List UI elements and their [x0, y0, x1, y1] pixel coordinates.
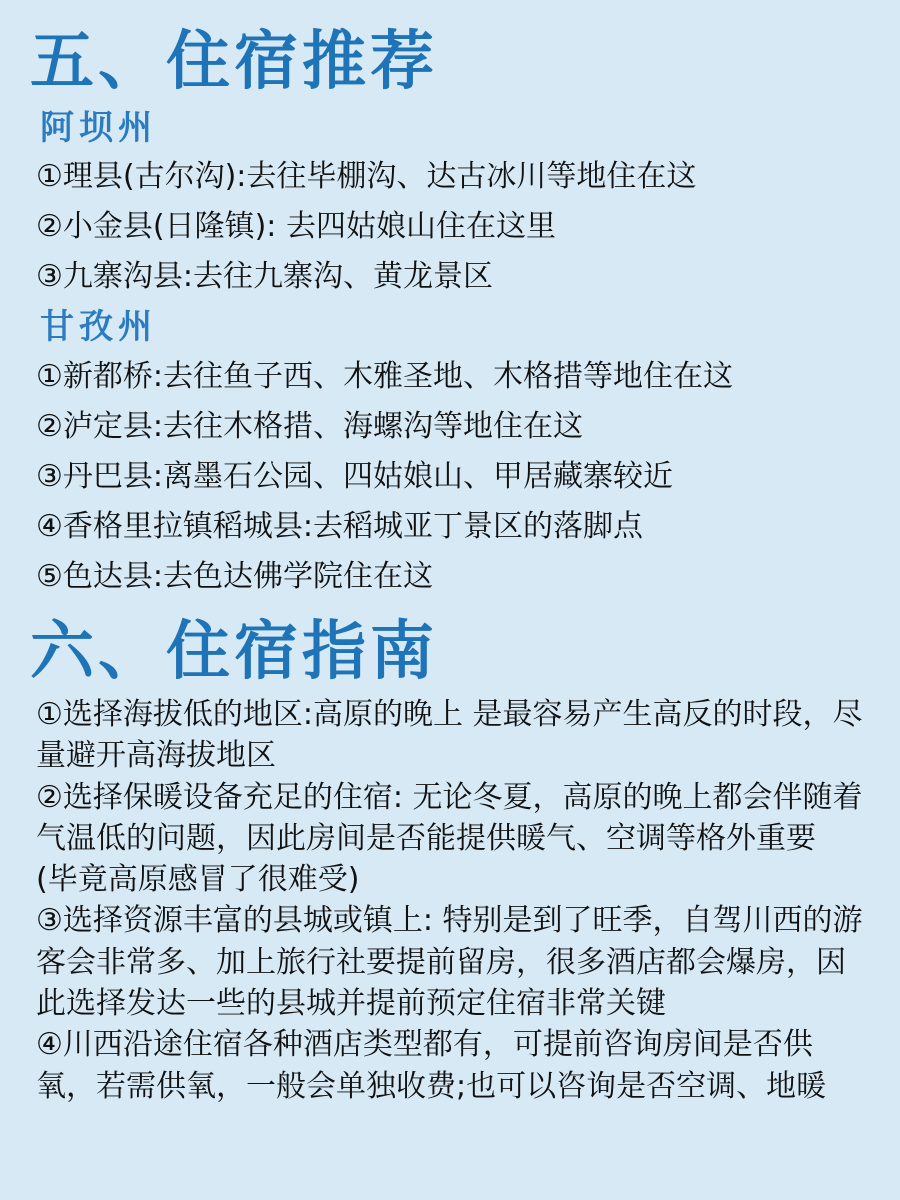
- region-title-ganzi: 甘孜州: [40, 307, 157, 347]
- guide-item: ④川西沿途住宿各种酒店类型都有，可提前咨询房间是否供氧，若需供氧，一般会单独收费;也可以咨询是否空调、地暖: [36, 1027, 827, 1104]
- guide-item: ①选择海拔低的地区:高原的晚上 是最容易产生高反的时段，尽量避开高海拔地区: [36, 697, 863, 774]
- list-item: ②小金县(日隆镇): 去四姑娘山住在这里: [36, 209, 556, 244]
- list-item: ③九寨沟县:去往九寨沟、黄龙景区: [36, 259, 494, 294]
- guide-item: ②选择保暖设备充足的住宿: 无论冬夏，高原的晚上都会伴随着气温低的问题，因此房间是否能提供暖气、空调等格外重要 (毕竟高原感冒了很难受): [36, 779, 863, 898]
- list-item: ①理县(古尔沟):去往毕棚沟、达古冰川等地住在这: [36, 159, 697, 194]
- region-title-aba: 阿坝州: [40, 108, 157, 148]
- section-title-accommodation-guide: 六、住宿指南: [30, 615, 438, 689]
- guide-list: [36, 694, 866, 1107]
- list-item: ①新都桥:去往鱼子西、木雅圣地、木格措等地住在这: [36, 359, 734, 394]
- guide-item: ③选择资源丰富的县城或镇上: 特别是到了旺季，自驾川西的游客会非常多、加上旅行社要提前留房，很多酒店都会爆房，因此选择发达一些的县城并提前预定住宿非常关键: [36, 903, 863, 1022]
- list-item: ④香格里拉镇稻城县:去稻城亚丁景区的落脚点: [36, 509, 644, 544]
- list-item: ⑤色达县:去色达佛学院住在这: [36, 559, 434, 594]
- section-title-accommodation-recommendations: 五、住宿推荐: [30, 25, 438, 99]
- list-item: ②泸定县:去往木格措、海螺沟等地住在这: [36, 409, 584, 444]
- list-item: ③丹巴县:离墨石公园、四姑娘山、甲居藏寨较近: [36, 459, 674, 494]
